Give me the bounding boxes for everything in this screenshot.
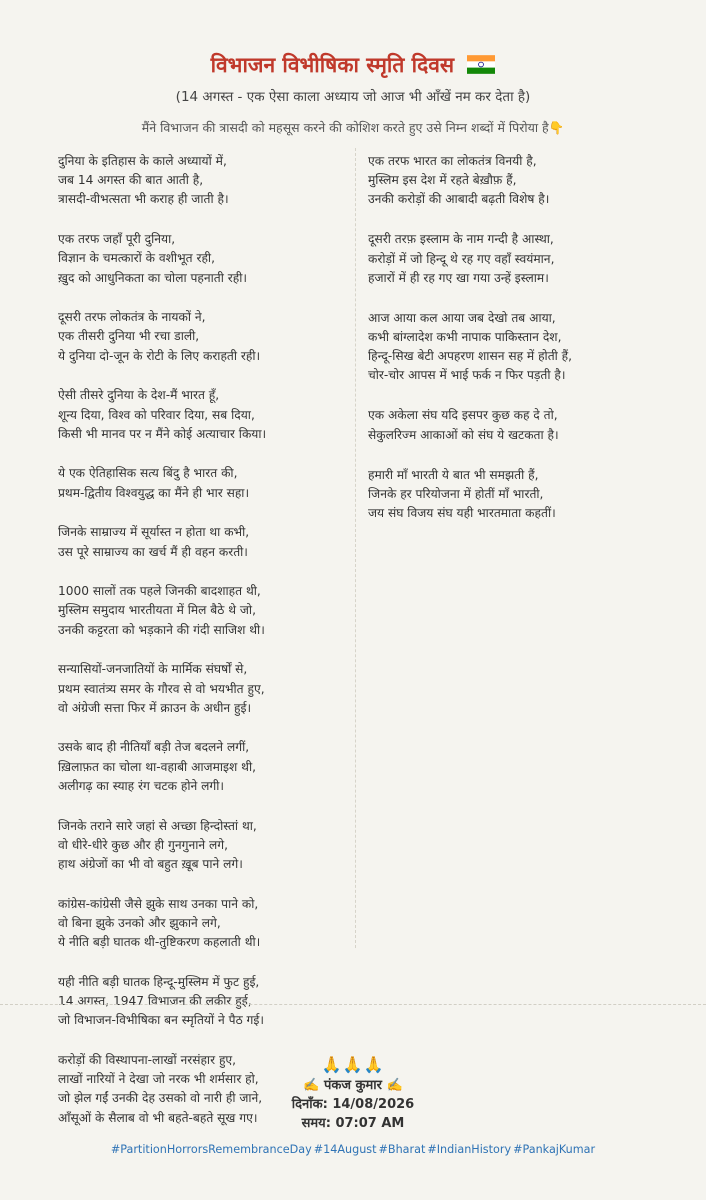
poem-line: जिनके साम्राज्य में सूर्यास्त न होता था कभी, [58,525,250,540]
poem-line: लाखों नारियों ने देखा जो नरक भी शर्मसार हो, [58,1072,259,1087]
poem-line: करोड़ों की विस्थापना-लाखों नरसंहार हुए, [58,1052,237,1067]
poem-stanza [368,152,668,210]
poem-line: एक तीसरी दुनिया भी रचा डाली, [58,329,200,344]
poem-stanza [368,230,668,288]
intro-text: मैंने विभाजन की त्रासदी को महसूस करने की कोशिश करते हुए उसे निम्न शब्दों में पिरोया है👇 [141,120,565,135]
poem-line: मुस्लिम समुदाय भारतीयता में मिल बैठे थे जो, [58,603,256,618]
poem-line: जय संघ विजय संघ यही भारतमाता कहतीं। [368,506,556,521]
poem-stanza [58,230,343,288]
poem-stanza [58,973,343,1031]
poem-line: दूसरी तरफ लोकतंत्र के नायकों ने, [58,310,206,325]
poem-line: उनकी कट्टरता को भड़काने की गंदी साजिश थी। [58,622,265,637]
poem-stanza [58,152,343,210]
poem-line: हाथ अंग्रेजों का भी वो बहुत ख़ूब पाने लगे। [58,856,243,871]
poem-left-column [58,152,343,1148]
poem-line: उस पूरे साम्राज्य का खर्च मैं ही वहन करती। [58,544,248,559]
poem-line: प्रथम-द्वितीय विश्वयुद्ध का मैंने ही भार सहा। [58,485,250,500]
poem-line: अलीगढ़ का स्याह रंग चटक होने लगी। [58,778,225,793]
poem-line: ख़िलाफ़त का चोला था-वहाबी आजमाइश थी, [58,759,256,774]
poem-line: जिनके हर परियोजना में होतीं माँ भारती, [368,486,544,501]
hashtag-list [0,1141,706,1159]
poem-line: कांग्रेस-कांग्रेसी जैसे झुके साथ उनका पाने को, [58,896,259,911]
poem-line: प्रथम स्वातंत्र्य समर के गौरव से वो भयभीत हुए, [58,681,265,696]
page-title [0,52,706,78]
page-subtitle: (14 अगस्त - एक ऐसा काला अध्याय जो आज भी आँखें नम कर देता है) [175,89,531,105]
poem-line: एक अकेला संघ यदि इसपर कुछ कह दे तो, [368,408,558,423]
poem-line: वो बिना झुके उनको और झुकाने लगे, [58,915,221,930]
poem-line: जब 14 अगस्त की बात आती है, [58,173,204,188]
poem-line: करोड़ों में जो हिन्दू थे रह गए वहाँ स्वयंमान, [368,251,555,266]
poem-line: जो विभाजन-विभीषिका बन स्मृतियों ने पैठ गई। [58,1013,264,1028]
hashtag-link[interactable]: #IndianHistory [427,1143,512,1156]
poem-stanza [58,582,343,640]
post-time: समय: 07:07 AM [301,1116,405,1131]
india-flag-icon [467,55,495,74]
poem-line: 14 अगस्त, 1947 विभाजन की लकीर हुई, [58,994,252,1008]
folded-hands-icon: 🙏🙏🙏 [321,1055,385,1074]
poem-line: एक तरफ जहाँ पूरी दुनिया, [58,232,176,247]
poem-line: आँसूओं के सैलाब वो भी बहते-बहते सूख गए। [58,1110,258,1125]
hashtag-link[interactable]: #Bharat [378,1143,426,1156]
poem-line: शून्य दिया, विश्व को परिवार दिया, सब दिया, [58,407,255,422]
poem-line: त्रासदी-वीभत्सता भी कराह ही जाती है। [58,192,229,207]
hashtag-link[interactable]: #14August [313,1143,377,1156]
poem-stanza [58,738,343,796]
page-title-text: विभाजन विभीषिका स्मृति दिवस [210,53,455,77]
poem-line: ख़ुद को आधुनिकता का चोला पहनाती रही। [58,270,248,285]
poem-line: ऐसी तीसरे दुनिया के देश-मैं भारत हूँ, [58,388,220,403]
poem-stanza [368,466,668,524]
poem-line: यही नीति बड़ी घातक हिन्दू-मुस्लिम में फुट हुई, [58,974,260,989]
poem-right-column [368,152,668,544]
poem-line: हमारी माँ भारती ये बात भी समझती हैं, [368,467,539,482]
poem-stanza [58,660,343,718]
hashtag-link[interactable]: #PankajKumar [513,1143,596,1156]
poem-line: वो धीरे-धीरे कुछ और ही गुनगुनाने लगे, [58,837,229,852]
poem-line: सेकुलरिज्म आकाओं को संघ ये खटकता है। [368,427,559,442]
poem-line: आज आया कल आया जब देखो तब आया, [368,310,556,325]
poem-line: उसके बाद ही नीतियाँ बड़ी तेज बदलने लगीं, [58,740,250,755]
poem-line: जिनके तराने सारे जहां से अच्छा हिन्दोस्तां था, [58,818,257,833]
poem-line: हिन्दू-सिख बेटी अपहरण शासन सह में होती हैं, [368,349,573,364]
poem-line: दुनिया के इतिहास के काले अध्यायों में, [58,154,227,168]
poem-line: विज्ञान के चमत्कारों के वशीभूत रही, [58,251,215,266]
poem-line: 1000 सालों तक पहले जिनकी बादशाहत थी, [58,584,261,599]
poem-line: वो अंग्रेजी सत्ता फिर में क्राउन के अधीन हुई। [58,700,252,715]
post-date: दिनाँक: 14/08/2026 [291,1097,415,1112]
poem-stanza [58,523,343,561]
poem-stanza [58,817,343,875]
poem-stanza [368,406,668,444]
poem-line: ये नीति बड़ी घातक थी-तुष्टिकरण कहलाती थी। [58,935,261,950]
poem-line: चोर-चोर आपस में भाई फर्क न फिर पड़ती है। [368,368,566,383]
poem-stanza [58,464,343,502]
poem-stanza [58,895,343,953]
poem-line: ये एक ऐतिहासिक सत्य बिंदु है भारत की, [58,466,238,481]
hashtag-link[interactable]: #PartitionHorrorsRemembranceDay [110,1143,312,1156]
poem-stanza [58,386,343,444]
poem-line: मुस्लिम इस देश में रहते बेख़ौफ़ हैं, [368,173,517,188]
poem-line: किसी भी मानव पर न मैंने कोई अत्याचार किया। [58,426,267,441]
column-divider [355,148,356,948]
footer-divider [0,1004,706,1005]
poem-line: ये दुनिया दो-जून के रोटी के लिए कराहती रही। [58,348,261,363]
poem-stanza [368,309,668,386]
poem-line: एक तरफ भारत का लोकतंत्र विनयी है, [368,154,537,168]
poem-line: कभी बांग्लादेश कभी नापाक पाकिस्तान देश, [368,330,562,345]
poem-line: हजारों में ही रह गए खा गया उन्हें इस्लाम। [368,270,549,285]
poem-line: दूसरी तरफ़ इस्लाम के नाम गन्दी है आस्था, [368,232,554,247]
poem-line: जो झेल गईं उनकी देह उसको वो नारी ही जाने, [58,1091,263,1106]
author-name: ✍️ पंकज कुमार ✍️ [303,1078,403,1093]
poem-line: सन्यासियों-जनजातियों के मार्मिक संघर्षों से, [58,662,248,677]
poem-stanza [58,308,343,366]
poem-line: उनकी करोड़ों की आबादी बढ़ती विशेष है। [368,192,550,207]
